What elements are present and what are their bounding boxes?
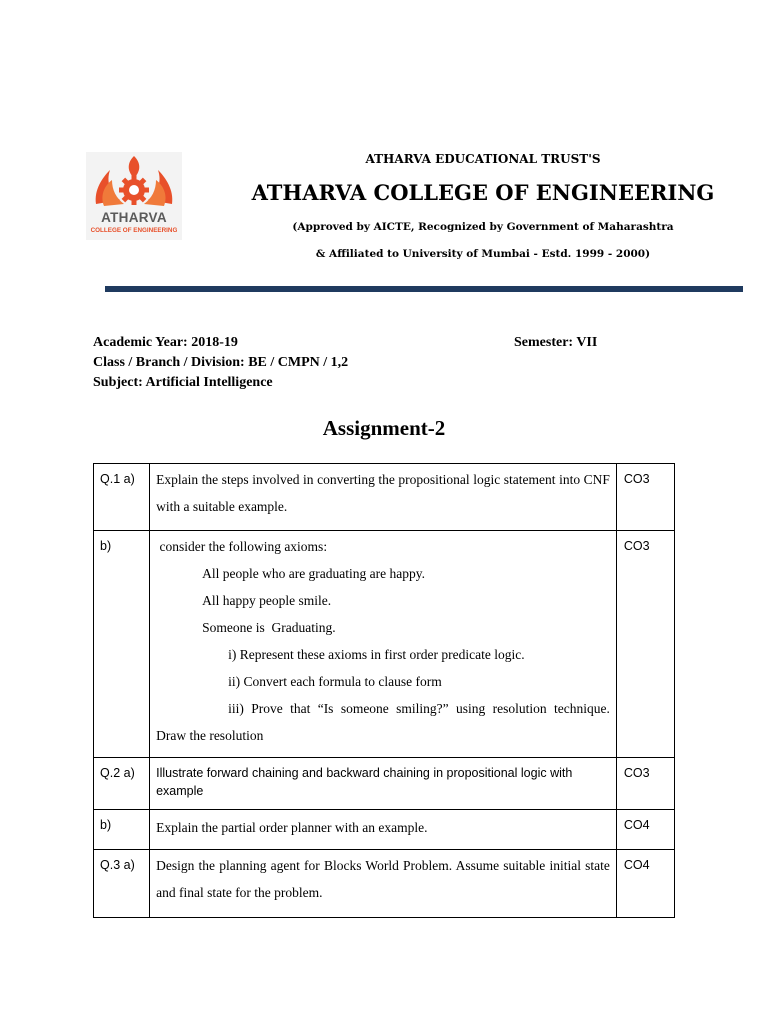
question-line: i) Represent these axioms in first order predicate logic.	[228, 647, 525, 662]
question-line: All happy people smile.	[202, 593, 332, 608]
question-line: consider the following axioms:	[156, 539, 328, 554]
question-number: Q.1 a)	[94, 464, 150, 531]
gear-flame-icon	[86, 152, 182, 212]
question-text: Design the planning agent for Blocks World Problem. Assume suitable initial state and final state for the problem.	[150, 850, 617, 918]
college-logo	[86, 152, 182, 240]
table-row	[94, 810, 675, 850]
question-text: Illustrate forward chaining and backward chaining in propositional logic with example	[150, 758, 617, 810]
course-outcome: CO3	[616, 758, 674, 810]
trust-name: ATHARVA EDUCATIONAL TRUST'S	[365, 152, 601, 166]
affiliation-line: & Affiliated to University of Mumbai - Estd. 1999 - 2000)	[315, 248, 651, 260]
question-line: Someone is Graduating.	[202, 620, 336, 635]
table-row	[94, 464, 675, 531]
logo-name: ATHARVA	[101, 210, 167, 225]
assignment-title: Assignment-2	[322, 416, 446, 440]
question-line: ii) Convert each formula to clause form	[228, 674, 442, 689]
question-text: Explain the partial order planner with an example.	[150, 810, 617, 850]
table-row	[94, 758, 675, 810]
logo-subtitle: COLLEGE OF ENGINEERING	[90, 227, 178, 234]
question-text: Explain the steps involved in converting the propositional logic statement into CNF with a suitable example.	[150, 464, 617, 531]
course-outcome: CO3	[616, 464, 674, 531]
course-outcome: CO4	[616, 810, 674, 850]
college-name: ATHARVA COLLEGE OF ENGINEERING	[251, 180, 715, 205]
question-number: Q.2 a)	[94, 758, 150, 810]
question-number: b)	[94, 531, 150, 758]
approval-line: (Approved by AICTE, Recognized by Government of Maharashtra	[292, 221, 674, 233]
semester: Semester: VII	[514, 335, 598, 350]
course-outcome: CO4	[616, 850, 674, 918]
question-line: All people who are graduating are happy.	[202, 566, 426, 581]
class-branch-division: Class / Branch / Division: BE / CMPN / 1,2	[93, 355, 349, 370]
header-divider	[105, 286, 743, 292]
question-number: b)	[94, 810, 150, 850]
question-number: Q.3 a)	[94, 850, 150, 918]
table-row	[94, 531, 675, 758]
subject: Subject: Artificial Intelligence	[93, 375, 273, 390]
academic-year: Academic Year: 2018-19	[93, 335, 238, 350]
questions-table	[93, 463, 675, 918]
question-text	[150, 531, 617, 758]
question-line: iii) Prove that “Is someone smiling?” using resolution technique. Draw the resolution	[156, 701, 610, 743]
course-outcome: CO3	[616, 531, 674, 758]
table-row	[94, 850, 675, 918]
